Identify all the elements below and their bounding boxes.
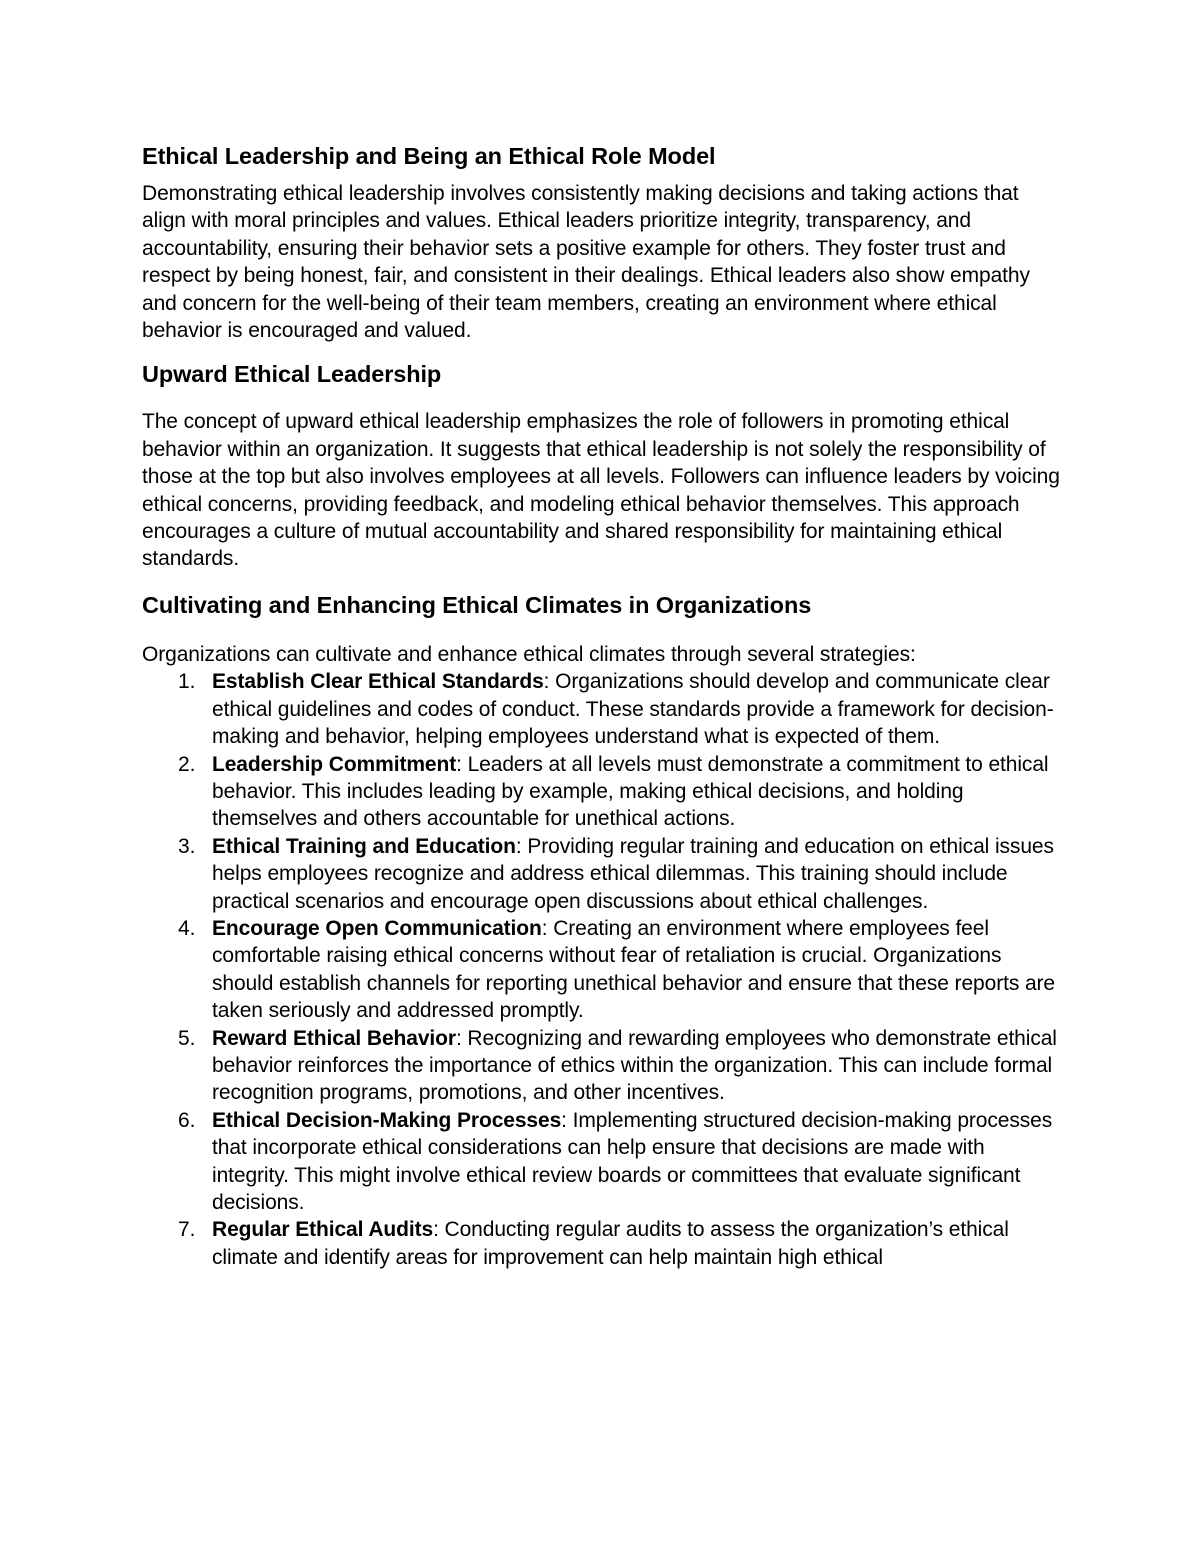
list-item-number: 7. [178, 1218, 196, 1242]
list-item [142, 833, 1060, 915]
list-item-text: : Providing regular training and education on ethical issues helps employees recognize and address ethical dilemmas. This training should include practical scenarios and encourage open discussions about ethical challenges. [212, 834, 1054, 913]
section-heading-climates: Cultivating and Enhancing Ethical Climates in Organizations [142, 591, 812, 618]
list-item [142, 1107, 1060, 1217]
strategies-list [142, 668, 1060, 1271]
list-item [142, 1025, 1060, 1107]
list-item [142, 915, 1060, 1025]
list-item-text: : Leaders at all levels must demonstrate a commitment to ethical behavior. This includes leading by example, making ethical decisions, and holding themselves and others accountable for unethical actions. [212, 752, 1049, 831]
list-item-term: Encourage Open Communication [212, 916, 542, 940]
section-heading-role-model: Ethical Leadership and Being an Ethical Role Model [142, 143, 716, 169]
list-item-number: 3. [178, 834, 196, 858]
list-item-text: : Organizations should develop and communicate clear ethical guidelines and codes of conduct. These standards provide a framework for decision-making and behavior, helping employees understand what is expected of them. [212, 670, 1054, 749]
list-item-number: 5. [178, 1026, 196, 1050]
section-paragraph-upward: The concept of upward ethical leadership emphasizes the role of followers in promoting ethical behavior within an organization. It suggests that ethical leadership is not solely the responsibility of those at the top but also involves employees at all levels. Followers can influence leaders by voicing ethical concerns, providing feedback, and modeling ethical behavior themselves. This approach encourages a culture of mutual accountability and shared responsibility for maintaining ethical standards. [142, 410, 1060, 571]
list-item [142, 751, 1060, 833]
list-item-text: : Implementing structured decision-making processes that incorporate ethical considerations can help ensure that decisions are made with integrity. This might involve ethical review boards or committees that evaluate significant decisions. [212, 1108, 1053, 1214]
list-item-text: : Creating an environment where employees feel comfortable raising ethical concerns without fear of retaliation is crucial. Organizations should establish channels for reporting unethical behavior and ensure that these reports are taken seriously and addressed promptly. [212, 916, 1056, 1023]
list-item-term: Ethical Decision-Making Processes [212, 1108, 562, 1132]
list-item [142, 1216, 1060, 1271]
section-heading-upward: Upward Ethical Leadership [142, 361, 442, 388]
section-intro-climates: Organizations can cultivate and enhance ethical climates through several strategies: [142, 642, 916, 666]
list-item-text: : Recognizing and rewarding employees who demonstrate ethical behavior reinforces the importance of ethics within the organization. This can include formal recognition programs, promotions, and other incentives. [212, 1026, 1057, 1105]
list-item-text: : Conducting regular audits to assess the organization’s ethical climate and identify areas for improvement can help maintain high ethical [212, 1218, 1009, 1269]
section-paragraph-role-model: Demonstrating ethical leadership involves consistently making decisions and taking actions that align with moral principles and values. Ethical leaders prioritize integrity, transparency, and accountability, ensuring their behavior sets a positive example for others. They foster trust and respect by being honest, fair, and consistent in their dealings. Ethical leaders also show empathy and concern for the well-being of their team members, creating an environment where ethical behavior is encouraged and valued. [142, 182, 1030, 343]
list-item-number: 6. [178, 1108, 196, 1132]
document-page [142, 140, 1060, 1271]
list-item-term: Regular Ethical Audits [212, 1218, 434, 1242]
list-item-term: Reward Ethical Behavior [212, 1026, 456, 1050]
list-item-number: 4. [178, 916, 196, 940]
list-item-number: 1. [178, 670, 196, 694]
list-item [142, 668, 1060, 750]
list-item-number: 2. [178, 752, 196, 776]
list-item-term: Leadership Commitment [212, 752, 457, 776]
list-item-term: Establish Clear Ethical Standards [212, 670, 544, 694]
list-item-term: Ethical Training and Education [212, 834, 516, 858]
